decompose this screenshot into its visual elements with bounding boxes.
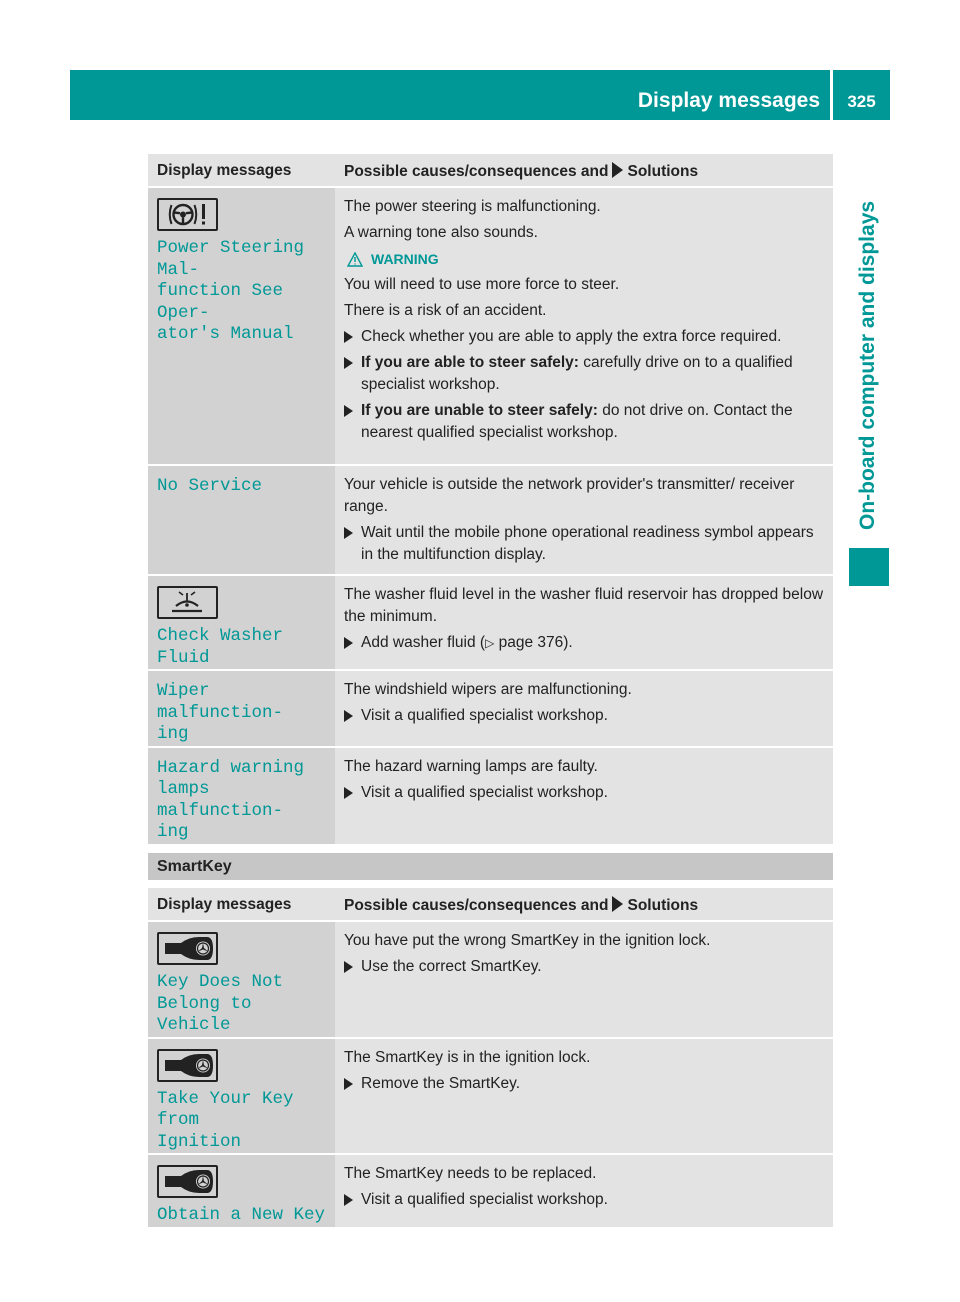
page-title: Display messages bbox=[637, 89, 820, 112]
message-cell bbox=[148, 1155, 335, 1229]
solution-cell bbox=[335, 576, 833, 671]
page-number: 325 bbox=[847, 92, 876, 111]
solution-cell bbox=[335, 922, 833, 1039]
warning-text: There is a risk of an accident. bbox=[344, 302, 547, 319]
display-message-take-key: Take Your Key from Ignition bbox=[157, 1088, 294, 1152]
step-text: Add washer fluid ( bbox=[361, 634, 486, 651]
solution-step bbox=[344, 352, 828, 396]
condition-label: If you are able to steer safely: bbox=[361, 354, 579, 371]
solution-cell bbox=[335, 748, 833, 846]
display-message-hazard-warning: Hazard warning lamps malfunction‐ ing bbox=[157, 757, 305, 842]
step-text: carefully drive on to a qualified specialist workshop. bbox=[361, 354, 793, 393]
display-message-key-not-belong: Key Does Not Belong to Vehicle bbox=[157, 972, 284, 1035]
display-message-no-service: No Service bbox=[157, 476, 263, 496]
column-header-solutions bbox=[335, 154, 833, 188]
step-text: do not drive on. Contact the nearest qualified specialist workshop. bbox=[361, 402, 793, 441]
message-cell bbox=[148, 748, 335, 846]
warning-text: You will need to use more force to steer. bbox=[344, 276, 620, 293]
solution-cell bbox=[335, 1155, 833, 1229]
table-row bbox=[148, 576, 833, 671]
solution-step: Visit a qualified specialist workshop. bbox=[344, 1189, 828, 1211]
solution-step: Visit a qualified specialist workshop. bbox=[344, 782, 828, 804]
table-row bbox=[148, 1039, 833, 1156]
display-message-check-washer-fluid: Check Washer Fluid bbox=[157, 626, 284, 668]
solution-step bbox=[344, 400, 828, 444]
cause-text: You have put the wrong SmartKey in the ignition lock. bbox=[344, 932, 711, 949]
solution-step: Use the correct SmartKey. bbox=[344, 956, 828, 978]
smartkey-messages-table bbox=[148, 888, 833, 1229]
smartkey-icon bbox=[157, 1165, 218, 1198]
column-header-solutions-suffix: Solutions bbox=[627, 897, 699, 914]
column-header-messages bbox=[148, 888, 335, 922]
solution-cell bbox=[335, 188, 833, 466]
message-cell bbox=[148, 922, 335, 1039]
display-messages-table bbox=[148, 154, 833, 846]
table-row bbox=[148, 466, 833, 576]
solution-step: Visit a qualified specialist workshop. bbox=[344, 705, 828, 727]
cause-text: Your vehicle is outside the network provider's transmitter/ receiver range. bbox=[344, 476, 795, 515]
warning-label: WARNING bbox=[371, 251, 439, 267]
message-cell bbox=[148, 466, 335, 576]
solution-cell bbox=[335, 671, 833, 748]
display-message-power-steering: Power Steering Mal‐ function See Oper‐ ator's Manual bbox=[157, 238, 305, 344]
steering-wheel-warning-icon bbox=[157, 198, 218, 231]
smartkey-icon bbox=[157, 932, 218, 965]
cause-text: The hazard warning lamps are faulty. bbox=[344, 757, 598, 775]
solution-step: Remove the SmartKey. bbox=[344, 1073, 828, 1095]
cause-text: The windshield wipers are malfunctioning. bbox=[344, 681, 632, 698]
washer-fluid-icon bbox=[157, 586, 218, 619]
table-header-row bbox=[148, 154, 833, 188]
smartkey-icon bbox=[157, 1049, 218, 1082]
column-header-solutions-prefix: Possible causes/consequences and bbox=[344, 163, 609, 180]
message-cell bbox=[148, 671, 335, 748]
column-header-solutions bbox=[335, 888, 833, 922]
table-row bbox=[148, 748, 833, 846]
column-header-messages-text: Display messages bbox=[157, 896, 292, 913]
solution-arrow-icon bbox=[612, 162, 623, 178]
page-header bbox=[70, 70, 890, 120]
column-header-solutions-suffix: Solutions bbox=[627, 163, 699, 180]
section-title-smartkey: SmartKey bbox=[148, 853, 833, 880]
table-row bbox=[148, 671, 833, 748]
message-cell bbox=[148, 188, 335, 466]
column-header-solutions-prefix: Possible causes/consequences and bbox=[344, 897, 609, 914]
page-reference-icon: ▷ bbox=[485, 636, 495, 650]
message-cell bbox=[148, 576, 335, 671]
solution-cell bbox=[335, 466, 833, 576]
column-header-messages-text: Display messages bbox=[157, 162, 292, 179]
warning-heading bbox=[344, 248, 828, 270]
table-header-row bbox=[148, 888, 833, 922]
cause-text: The SmartKey needs to be replaced. bbox=[344, 1165, 597, 1182]
cause-text: The power steering is malfunctioning. bbox=[344, 198, 601, 215]
table-row bbox=[148, 922, 833, 1039]
solution-arrow-icon bbox=[612, 896, 623, 912]
cause-text: A warning tone also sounds. bbox=[344, 224, 538, 241]
cause-text: The washer fluid level in the washer fluid reservoir has dropped below the minimum. bbox=[344, 586, 824, 625]
table-row bbox=[148, 1155, 833, 1229]
condition-label: If you are unable to steer safely: bbox=[361, 402, 598, 419]
display-message-wiper-malfunctioning: Wiper malfunction‐ ing bbox=[157, 681, 284, 744]
warning-triangle-icon bbox=[347, 252, 363, 267]
chapter-tab-marker bbox=[849, 548, 889, 586]
message-cell bbox=[148, 1039, 335, 1156]
step-text: page 376). bbox=[494, 634, 573, 651]
display-message-obtain-new-key: Obtain a New Key bbox=[157, 1205, 326, 1225]
table-row bbox=[148, 188, 833, 466]
solution-cell bbox=[335, 1039, 833, 1156]
cause-text: The SmartKey is in the ignition lock. bbox=[344, 1048, 591, 1066]
solution-step bbox=[344, 632, 828, 654]
solution-step: Wait until the mobile phone operational readiness symbol appears in the multifunction display. bbox=[344, 522, 828, 566]
solution-step: Check whether you are able to apply the extra force required. bbox=[344, 326, 828, 348]
column-header-messages bbox=[148, 154, 335, 188]
